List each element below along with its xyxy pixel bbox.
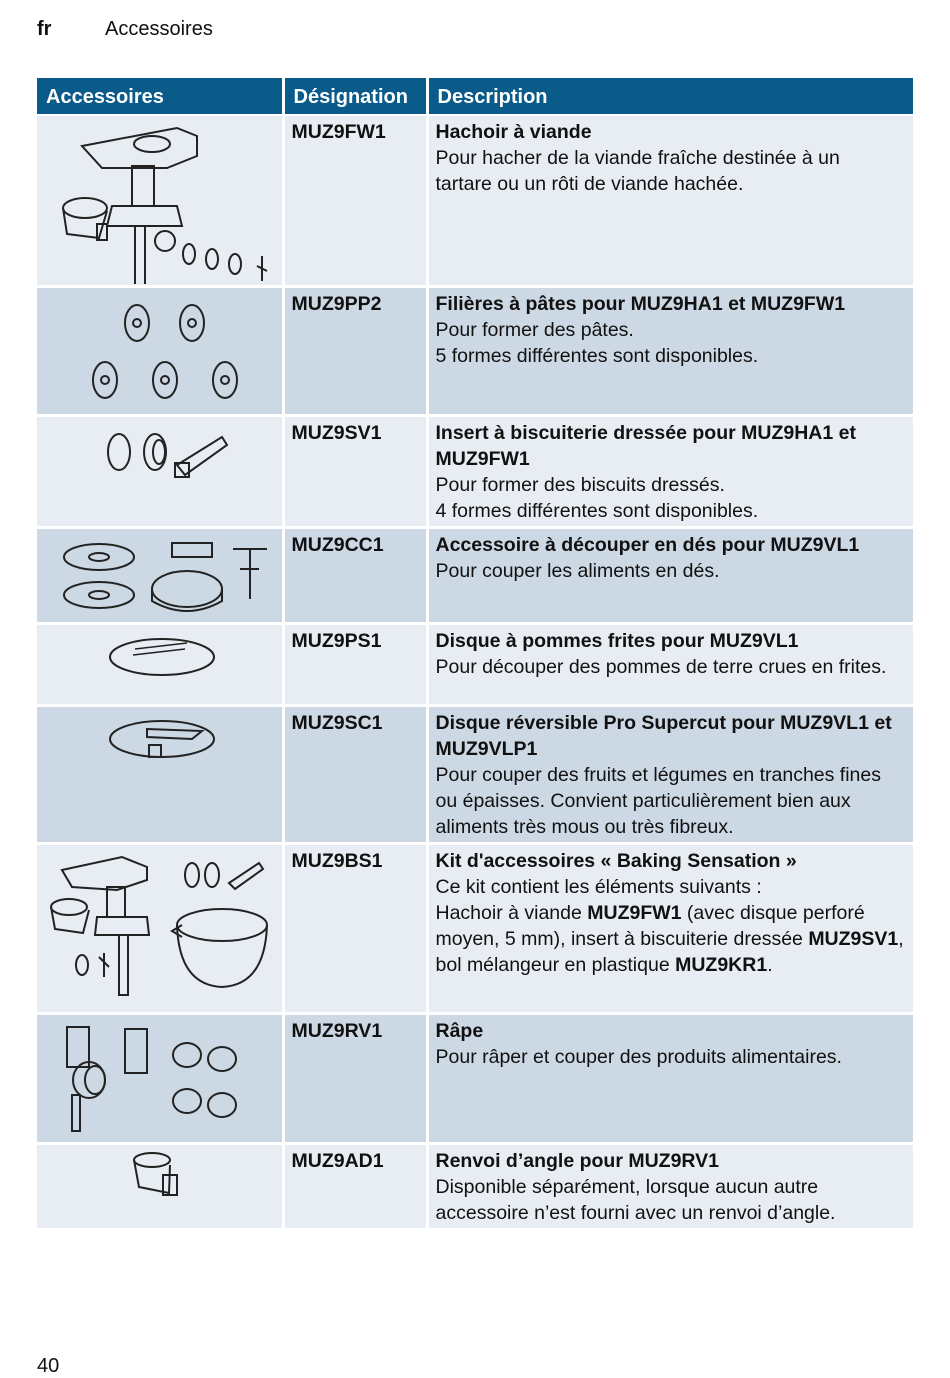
designation-code: MUZ9RV1 [283,1013,427,1143]
description-line: Pour former des biscuits dressés. [435,473,725,496]
accessory-image-cell [37,623,283,705]
description-line: Pour couper les aliments en dés. [435,559,720,582]
kit-text: Hachoir à viande [435,901,588,924]
description-title: Râpe [435,1019,484,1042]
accessory-image-cell [37,115,283,286]
description-line: 5 formes différentes sont disponibles. [435,344,759,367]
designation-code: MUZ9SC1 [283,705,427,843]
description-title: Renvoi d’angle pour MUZ9RV1 [435,1149,720,1172]
accessory-image-cell [37,705,283,843]
table-row [37,623,913,705]
description-cell [427,705,913,843]
description-line: Pour hacher de la viande fraîche destinée à un [435,147,840,169]
pasta-dies-illustration [37,288,283,414]
table-row [37,286,913,415]
table-row [37,1013,913,1143]
description-title: Insert à biscuiterie dressée pour MUZ9HA1 et MUZ9FW1 [435,421,856,470]
accessory-image-cell [37,843,283,1013]
description-cell [427,415,913,527]
table-row [37,415,913,527]
language-code: fr [37,18,52,40]
dicing-accessory-illustration [37,529,283,622]
table-row [37,843,913,1013]
description-title: Accessoire à découper en dés pour MUZ9VL1 [435,533,860,556]
meat-grinder-illustration [37,116,283,284]
fries-disc-illustration [37,625,283,704]
kit-text: . [767,953,773,976]
description-title: Disque à pommes frites pour MUZ9VL1 [435,629,799,652]
column-header-description: Description [427,78,913,115]
column-header-designation: Désignation [283,78,427,115]
description-cell [427,1013,913,1143]
description-title: Hachoir à viande [435,121,592,143]
description-cell [427,1143,913,1229]
description-kit-contents [436,900,908,978]
designation-code: MUZ9AD1 [283,1143,427,1229]
designation-code: MUZ9PS1 [283,623,427,705]
description-line: Pour découper des pommes de terre crues en frites. [435,655,887,678]
accessory-image-cell [37,286,283,415]
description-line: Pour râper et couper des produits alimentaires. [435,1045,842,1068]
description-line: 4 formes différentes sont disponibles. [435,499,759,522]
designation-code: MUZ9CC1 [283,527,427,623]
table-row [37,527,913,623]
column-header-accessories: Accessoires [37,78,283,115]
table-row [37,1143,913,1229]
description-line: Disponible séparément, lorsque aucun autre accessoire n’est fourni avec un renvoi d’angle. [435,1175,836,1224]
kit-code: MUZ9SV1 [808,927,899,950]
accessory-image-cell [37,1143,283,1229]
accessories-table [37,78,913,1231]
kit-text: , bol mélangeur en plastique [435,927,904,976]
accessory-image-cell [37,415,283,527]
baking-kit-illustration [37,845,283,1012]
description-intro: Ce kit contient les éléments suivants : [435,875,762,898]
designation-code: MUZ9FW1 [283,115,427,286]
description-line: tartare ou un rôti de viande hachée. [435,173,744,195]
description-title: Filières à pâtes pour MUZ9HA1 et MUZ9FW1 [435,292,846,315]
angle-drive-illustration [37,1145,283,1224]
description-line: Pour former des pâtes. [435,318,634,341]
description-line: Pour couper des fruits et légumes en tranches fines ou épaisses. Convient particulièrement bien aux aliments très mous ou très fibreux. [435,763,881,838]
description-cell [427,623,913,705]
supercut-disc-illustration [37,707,283,838]
section-title: Accessoires [105,18,213,40]
description-cell [427,527,913,623]
kit-text: (avec disque perforé moyen, 5 mm), insert à biscuiterie dressée [435,901,865,950]
table-row [37,705,913,843]
grater-illustration [37,1015,283,1142]
accessory-image-cell [37,1013,283,1143]
biscuit-insert-illustration [37,417,283,522]
description-cell [427,115,913,286]
kit-code: MUZ9KR1 [675,953,768,976]
designation-code: MUZ9PP2 [283,286,427,415]
description-title: Kit d'accessoires « Baking Sensation » [435,849,797,872]
description-cell [427,843,913,1013]
page-number: 40 [37,1355,60,1377]
designation-code: MUZ9SV1 [283,415,427,527]
table-row [37,115,913,286]
accessory-image-cell [37,527,283,623]
kit-code: MUZ9FW1 [587,901,682,924]
description-cell [427,286,913,415]
designation-code: MUZ9BS1 [283,843,427,1013]
description-title: Disque réversible Pro Supercut pour MUZ9VL1 et MUZ9VLP1 [435,711,892,760]
table-header-row [37,78,913,115]
